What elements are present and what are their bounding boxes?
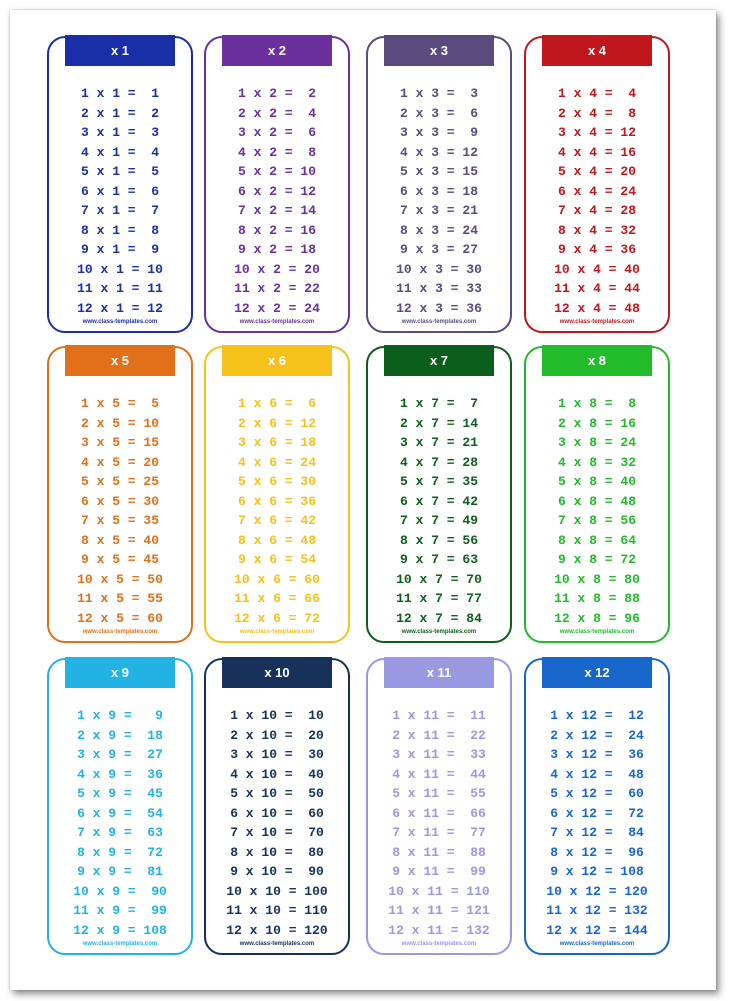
footer-url: www.class-templates.com — [559, 319, 635, 325]
table-row: 1 x 7 = 7 — [399, 396, 478, 411]
times-table-card — [524, 36, 670, 333]
table-row: 6 x 3 = 18 — [399, 183, 478, 199]
table-row: 7 x 7 = 49 — [399, 513, 478, 528]
table-row: 2 x 3 = 6 — [399, 105, 478, 121]
table-row: 12 x 12 = 144 — [546, 922, 648, 938]
times-table-card — [366, 36, 512, 333]
table-row: 12 x 1 = 12 — [77, 300, 163, 316]
table-row: 12 x 10 = 120 — [226, 922, 328, 938]
table-row: 7 x 5 = 35 — [80, 513, 159, 528]
table-row: 6 x 4 = 24 — [557, 183, 636, 199]
table-title: x 3 — [384, 35, 494, 66]
footer-url: www.class-templates.com — [239, 629, 315, 635]
table-row: 2 x 7 = 14 — [399, 415, 478, 431]
table-row: 9 x 3 = 27 — [399, 242, 478, 257]
table-rows — [206, 394, 348, 628]
table-row: 3 x 6 = 18 — [237, 435, 316, 450]
table-rows — [49, 706, 191, 940]
table-row: 10 x 8 = 80 — [554, 571, 640, 587]
table-row: 5 x 3 = 15 — [399, 164, 478, 179]
table-rows — [206, 84, 348, 318]
page-sheet — [10, 10, 716, 990]
table-row: 1 x 1 = 1 — [80, 86, 159, 101]
table-row: 3 x 7 = 21 — [399, 435, 478, 450]
table-row: 10 x 4 = 40 — [554, 261, 640, 277]
table-row: 11 x 10 = 110 — [226, 903, 328, 918]
table-row: 11 x 8 = 88 — [554, 591, 640, 606]
footer-url: www.class-templates.com — [82, 319, 158, 325]
table-title: x 9 — [65, 657, 175, 688]
table-row: 11 x 12 = 132 — [546, 903, 648, 918]
table-row: 8 x 11 = 88 — [392, 844, 486, 860]
table-row: 11 x 11 = 121 — [388, 903, 490, 918]
table-row: 7 x 11 = 77 — [392, 825, 486, 840]
footer-url: www.class-templates.com — [82, 941, 158, 947]
table-row: 1 x 4 = 4 — [557, 86, 636, 101]
times-table-card — [204, 346, 350, 643]
table-title: x 11 — [384, 657, 494, 688]
table-row: 6 x 5 = 30 — [80, 493, 159, 509]
table-row: 7 x 6 = 42 — [237, 513, 316, 528]
table-row: 5 x 2 = 10 — [237, 164, 316, 179]
table-row: 6 x 2 = 12 — [237, 183, 316, 199]
table-row: 4 x 1 = 4 — [80, 144, 159, 160]
table-row: 6 x 7 = 42 — [399, 493, 478, 509]
table-row: 3 x 8 = 24 — [557, 435, 636, 450]
table-row: 7 x 12 = 84 — [550, 825, 644, 840]
table-row: 6 x 1 = 6 — [80, 183, 159, 199]
table-row: 4 x 5 = 20 — [80, 454, 159, 470]
table-row: 12 x 8 = 96 — [554, 610, 640, 626]
times-table-card — [366, 346, 512, 643]
footer-url: www.class-templates.com — [559, 629, 635, 635]
table-row: 9 x 11 = 99 — [392, 864, 486, 879]
table-row: 2 x 8 = 16 — [557, 415, 636, 431]
table-row: 4 x 12 = 48 — [550, 766, 644, 782]
table-rows — [49, 84, 191, 318]
table-row: 9 x 4 = 36 — [557, 242, 636, 257]
table-row: 8 x 12 = 96 — [550, 844, 644, 860]
table-row: 5 x 8 = 40 — [557, 474, 636, 489]
times-table-card — [47, 346, 193, 643]
table-row: 3 x 11 = 33 — [392, 747, 486, 762]
table-row: 2 x 2 = 4 — [237, 105, 316, 121]
table-row: 10 x 1 = 10 — [77, 261, 163, 277]
table-row: 10 x 10 = 100 — [226, 883, 328, 899]
table-row: 8 x 2 = 16 — [237, 222, 316, 238]
table-title: x 4 — [542, 35, 652, 66]
table-row: 5 x 12 = 60 — [550, 786, 644, 801]
table-row: 6 x 11 = 66 — [392, 805, 486, 821]
table-row: 3 x 5 = 15 — [80, 435, 159, 450]
table-title: x 2 — [222, 35, 332, 66]
footer-url: www.class-templates.com — [401, 629, 477, 635]
table-row: 6 x 9 = 54 — [77, 805, 163, 821]
table-row: 11 x 7 = 77 — [396, 591, 482, 606]
table-row: 11 x 1 = 11 — [77, 281, 163, 296]
table-row: 5 x 1 = 5 — [80, 164, 159, 179]
table-row: 10 x 2 = 20 — [234, 261, 320, 277]
table-row: 5 x 11 = 55 — [392, 786, 486, 801]
table-row: 11 x 5 = 55 — [77, 591, 163, 606]
table-row: 4 x 6 = 24 — [237, 454, 316, 470]
table-row: 7 x 10 = 70 — [230, 825, 324, 840]
table-title: x 12 — [542, 657, 652, 688]
table-rows — [526, 394, 668, 628]
table-rows — [526, 84, 668, 318]
table-row: 11 x 3 = 33 — [396, 281, 482, 296]
times-table-card — [524, 346, 670, 643]
table-row: 4 x 9 = 36 — [77, 766, 163, 782]
table-row: 8 x 6 = 48 — [237, 532, 316, 548]
table-row: 10 x 9 = 90 — [73, 883, 167, 899]
table-rows — [206, 706, 348, 940]
table-row: 4 x 2 = 8 — [237, 144, 316, 160]
table-row: 3 x 1 = 3 — [80, 125, 159, 140]
table-row: 7 x 9 = 63 — [77, 825, 163, 840]
footer-url: www.class-templates.com — [239, 941, 315, 947]
footer-url: www.class-templates.com — [401, 319, 477, 325]
times-table-card — [47, 36, 193, 333]
table-rows — [49, 394, 191, 628]
table-row: 9 x 9 = 81 — [77, 864, 163, 879]
table-row: 12 x 7 = 84 — [396, 610, 482, 626]
table-row: 5 x 9 = 45 — [77, 786, 163, 801]
table-row: 1 x 12 = 12 — [550, 708, 644, 723]
table-row: 12 x 9 = 108 — [73, 922, 167, 938]
table-row: 9 x 1 = 9 — [80, 242, 159, 257]
table-row: 4 x 3 = 12 — [399, 144, 478, 160]
times-table-card — [204, 658, 350, 955]
table-title: x 7 — [384, 345, 494, 376]
table-row: 10 x 7 = 70 — [396, 571, 482, 587]
table-row: 8 x 1 = 8 — [80, 222, 159, 238]
table-title: x 5 — [65, 345, 175, 376]
times-table-card — [524, 658, 670, 955]
table-row: 9 x 8 = 72 — [557, 552, 636, 567]
table-row: 3 x 2 = 6 — [237, 125, 316, 140]
footer-url: www.class-templates.com — [239, 319, 315, 325]
table-rows — [368, 394, 510, 628]
footer-url: www.class-templates.com — [82, 629, 158, 635]
table-row: 2 x 4 = 8 — [557, 105, 636, 121]
table-row: 11 x 4 = 44 — [554, 281, 640, 296]
table-row: 2 x 5 = 10 — [80, 415, 159, 431]
table-row: 12 x 4 = 48 — [554, 300, 640, 316]
table-row: 4 x 4 = 16 — [557, 144, 636, 160]
table-row: 11 x 9 = 99 — [73, 903, 167, 918]
table-row: 1 x 3 = 3 — [399, 86, 478, 101]
table-row: 9 x 12 = 108 — [550, 864, 644, 879]
table-title: x 6 — [222, 345, 332, 376]
table-row: 1 x 11 = 11 — [392, 708, 486, 723]
table-row: 5 x 10 = 50 — [230, 786, 324, 801]
table-row: 5 x 4 = 20 — [557, 164, 636, 179]
table-row: 3 x 4 = 12 — [557, 125, 636, 140]
times-table-card — [204, 36, 350, 333]
table-row: 12 x 5 = 60 — [77, 610, 163, 626]
table-row: 1 x 8 = 8 — [557, 396, 636, 411]
table-row: 8 x 5 = 40 — [80, 532, 159, 548]
table-row: 4 x 8 = 32 — [557, 454, 636, 470]
table-row: 11 x 6 = 66 — [234, 591, 320, 606]
table-row: 12 x 6 = 72 — [234, 610, 320, 626]
table-row: 9 x 5 = 45 — [80, 552, 159, 567]
table-row: 8 x 4 = 32 — [557, 222, 636, 238]
table-row: 7 x 2 = 14 — [237, 203, 316, 218]
table-row: 2 x 6 = 12 — [237, 415, 316, 431]
table-row: 1 x 5 = 5 — [80, 396, 159, 411]
table-row: 8 x 8 = 64 — [557, 532, 636, 548]
table-row: 10 x 11 = 110 — [388, 883, 490, 899]
table-row: 5 x 7 = 35 — [399, 474, 478, 489]
times-table-card — [47, 658, 193, 955]
table-row: 7 x 3 = 21 — [399, 203, 478, 218]
table-row: 1 x 10 = 10 — [230, 708, 324, 723]
table-row: 1 x 9 = 9 — [77, 708, 163, 723]
table-row: 3 x 3 = 9 — [399, 125, 478, 140]
table-row: 10 x 5 = 50 — [77, 571, 163, 587]
table-row: 7 x 1 = 7 — [80, 203, 159, 218]
table-row: 6 x 8 = 48 — [557, 493, 636, 509]
table-row: 11 x 2 = 22 — [234, 281, 320, 296]
table-row: 1 x 2 = 2 — [237, 86, 316, 101]
table-row: 5 x 6 = 30 — [237, 474, 316, 489]
table-row: 10 x 12 = 120 — [546, 883, 648, 899]
table-rows — [368, 706, 510, 940]
table-row: 12 x 11 = 132 — [388, 922, 490, 938]
table-row: 4 x 7 = 28 — [399, 454, 478, 470]
table-row: 8 x 7 = 56 — [399, 532, 478, 548]
table-rows — [368, 84, 510, 318]
table-row: 12 x 2 = 24 — [234, 300, 320, 316]
table-row: 2 x 11 = 22 — [392, 727, 486, 743]
table-row: 2 x 10 = 20 — [230, 727, 324, 743]
footer-url: www.class-templates.com — [401, 941, 477, 947]
table-row: 2 x 1 = 2 — [80, 105, 159, 121]
table-row: 12 x 3 = 36 — [396, 300, 482, 316]
table-row: 7 x 4 = 28 — [557, 203, 636, 218]
table-row: 2 x 12 = 24 — [550, 727, 644, 743]
table-row: 7 x 8 = 56 — [557, 513, 636, 528]
table-title: x 8 — [542, 345, 652, 376]
table-row: 3 x 9 = 27 — [77, 747, 163, 762]
table-row: 8 x 3 = 24 — [399, 222, 478, 238]
table-row: 6 x 6 = 36 — [237, 493, 316, 509]
times-table-card — [366, 658, 512, 955]
table-row: 10 x 3 = 30 — [396, 261, 482, 277]
table-row: 9 x 7 = 63 — [399, 552, 478, 567]
table-title: x 10 — [222, 657, 332, 688]
table-row: 10 x 6 = 60 — [234, 571, 320, 587]
table-rows — [526, 706, 668, 940]
table-row: 6 x 10 = 60 — [230, 805, 324, 821]
table-row: 4 x 10 = 40 — [230, 766, 324, 782]
table-row: 4 x 11 = 44 — [392, 766, 486, 782]
footer-url: www.class-templates.com — [559, 941, 635, 947]
table-title: x 1 — [65, 35, 175, 66]
table-row: 1 x 6 = 6 — [237, 396, 316, 411]
table-row: 9 x 2 = 18 — [237, 242, 316, 257]
table-row: 9 x 6 = 54 — [237, 552, 316, 567]
table-row: 8 x 9 = 72 — [77, 844, 163, 860]
table-row: 3 x 10 = 30 — [230, 747, 324, 762]
table-row: 8 x 10 = 80 — [230, 844, 324, 860]
table-row: 3 x 12 = 36 — [550, 747, 644, 762]
table-row: 6 x 12 = 72 — [550, 805, 644, 821]
table-row: 9 x 10 = 90 — [230, 864, 324, 879]
table-row: 2 x 9 = 18 — [77, 727, 163, 743]
table-row: 5 x 5 = 25 — [80, 474, 159, 489]
